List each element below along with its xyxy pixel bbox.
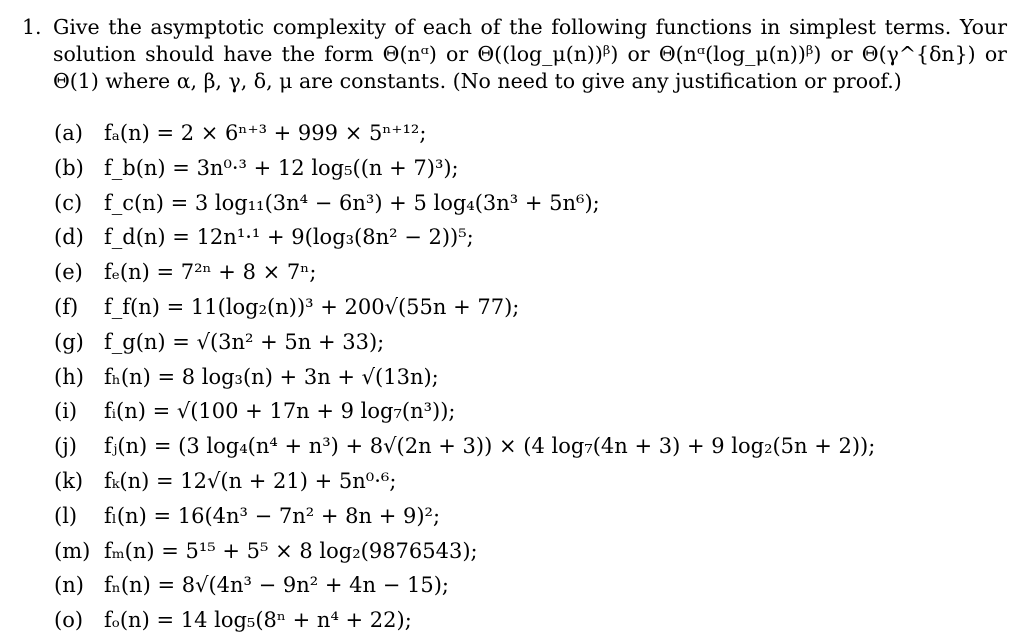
list-item: [54, 116, 1014, 151]
list-item: [54, 325, 1014, 360]
list-item: [54, 151, 1014, 186]
part-label: (h): [54, 364, 84, 389]
part-expression: f_b(n) = 3n⁰·³ + 12 log₅((n + 7)³);: [104, 155, 459, 180]
part-label: (n): [54, 573, 84, 598]
part-expression: fₗ(n) = 16(4n³ − 7n² + 8n + 9)²;: [104, 503, 441, 528]
part-expression: fₒ(n) = 14 log₅(8ⁿ + n⁴ + 22);: [104, 608, 412, 633]
list-item: [54, 394, 1014, 429]
parts-list: [54, 116, 1014, 638]
question-block: [22, 14, 1007, 95]
part-label: (j): [54, 434, 77, 459]
part-expression: fₖ(n) = 12√(n + 21) + 5n⁰·⁶;: [104, 468, 397, 493]
part-expression: f_c(n) = 3 log₁₁(3n⁴ − 6n³) + 5 log₄(3n³ + 5n⁶);: [104, 190, 600, 215]
list-item: [54, 255, 1014, 290]
part-expression: fₑ(n) = 7²ⁿ + 8 × 7ⁿ;: [104, 260, 317, 285]
part-expression: fₘ(n) = 5¹⁵ + 5⁵ × 8 log₂(9876543);: [104, 538, 478, 563]
part-label: (c): [54, 190, 83, 215]
part-label: (m): [54, 538, 91, 563]
list-item: [54, 186, 1014, 221]
part-label: (i): [54, 399, 78, 424]
part-label: (b): [54, 155, 84, 180]
list-item: [54, 464, 1014, 499]
part-label: (a): [54, 121, 83, 145]
part-label: (g): [54, 329, 84, 354]
part-expression: fᵢ(n) = √(100 + 17n + 9 log₇(n³));: [104, 399, 456, 424]
list-item: [54, 568, 1014, 603]
part-expression: f_g(n) = √(3n² + 5n + 33);: [104, 329, 385, 354]
question-text: Give the asymptotic complexity of each of the following functions in simplest terms. Your solution should have the form Θ(nᵅ) or Θ((log_μ(n))ᵝ) or Θ(nᵅ(log_μ(n))ᵝ) or Θ(γ^{δn}) or Θ(1) where α, β, γ, δ, μ are constants. (No need to give any justification or proof.): [53, 15, 1007, 93]
part-expression: f_d(n) = 12n¹·¹ + 9(log₃(8n² − 2))⁵;: [104, 225, 474, 250]
part-label: (l): [54, 503, 78, 528]
list-item: [54, 290, 1014, 325]
list-item: [54, 220, 1014, 255]
part-label: (d): [54, 225, 84, 250]
part-label: (o): [54, 608, 84, 633]
part-label: (k): [54, 468, 84, 493]
list-item: [54, 499, 1014, 534]
part-expression: fₙ(n) = 8√(4n³ − 9n² + 4n − 15);: [104, 573, 449, 598]
list-item: [54, 603, 1014, 638]
list-item: [54, 360, 1014, 395]
list-item: [54, 534, 1014, 569]
part-expression: fⱼ(n) = (3 log₄(n⁴ + n³) + 8√(2n + 3)) × (4 log₇(4n + 3) + 9 log₂(5n + 2));: [104, 434, 876, 459]
part-expression: fₐ(n) = 2 × 6ⁿ⁺³ + 999 × 5ⁿ⁺¹²;: [104, 121, 427, 145]
part-expression: f_f(n) = 11(log₂(n))³ + 200√(55n + 77);: [104, 294, 520, 319]
part-expression: fₕ(n) = 8 log₃(n) + 3n + √(13n);: [104, 364, 439, 389]
part-label: (f): [54, 294, 79, 319]
list-item: [54, 429, 1014, 464]
question-number: 1.: [22, 15, 42, 39]
part-label: (e): [54, 260, 83, 285]
